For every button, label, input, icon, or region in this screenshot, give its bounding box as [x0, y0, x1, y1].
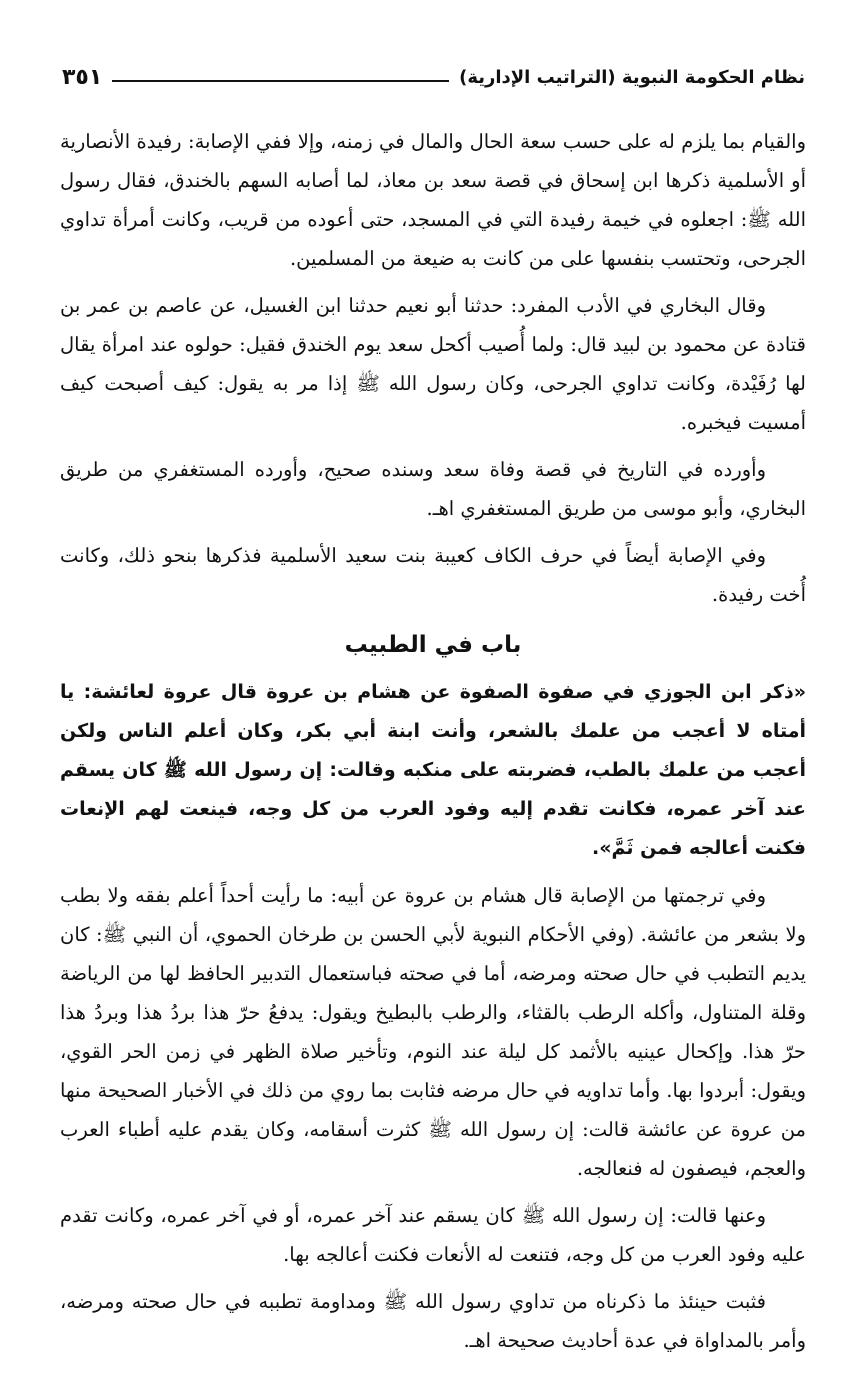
paragraph-1: والقيام بما يلزم له على حسب سعة الحال والمال في زمنه، وإلا ففي الإصابة: رفيدة الأنصارية أو الأسلمية ذكرها ابن إسحاق في قصة سعد بن معاذ، لما أصابه السهم بالخندق، فقال رسول الله ﷺ: اجعلوه في خيمة رفيدة التي في المسجد، حتى أعوده من قريب، وكانت أمرأة تداوي الجرحى، وتحتسب بنفسها على من كانت به ضيعة من المسلمين. [60, 130, 806, 270]
paragraph-3: وأورده في التاريخ في قصة وفاة سعد وسنده صحيح، وأورده المستغفري من طريق البخاري، وأبو موسى من طريق المستغفري اهـ. [60, 458, 806, 520]
header-rule [112, 80, 449, 82]
section-heading: باب في الطبيب [344, 632, 522, 658]
running-title: نظام الحكومة النبوية (التراتيب الإدارية) [459, 67, 805, 88]
paragraph-8: فثبت حينئذ ما ذكرناه من تداوي رسول الله ﷺ ومداومة تطببه في حال صحته ومرضه، وأمر بالمداواة في عدة أحاديث صحيحة اهـ. [60, 1290, 806, 1352]
page-number: ٣٥١ [62, 65, 103, 90]
paragraph-4: وفي الإصابة أيضاً في حرف الكاف كعيبة بنت سعيد الأسلمية فذكرها بنحو ذلك، وكانت أُخت رفيدة. [60, 544, 806, 606]
paragraph-2: وقال البخاري في الأدب المفرد: حدثنا أبو نعيم حدثنا ابن الغسيل، عن عاصم بن عمر بن قتادة عن محمود بن لبيد قال: ولما أُصيب أكحل سعد يوم الخندق فقيل: حولوه عند امرأة يقال لها رُفَيْدة، وكانت تداوي الجرحى، وكان رسول الله ﷺ إذا مر به يقول: كيف أصبحت كيف أمسيت فيخبره. [60, 294, 806, 434]
paragraph-7: وعنها قالت: إن رسول الله ﷺ كان يسقم عند آخر عمره، أو في آخر عمره، وكانت تقدم عليه وفود العرب من كل وجه، فتنعت له الأنعات فكنت أعالجه بها. [60, 1204, 806, 1266]
page-header [62, 52, 805, 92]
paragraph-6: وفي ترجمتها من الإصابة قال هشام بن عروة عن أبيه: ما رأيت أحداً أعلم بفقه ولا بطب ولا بشعر من عائشة. (وفي الأحكام النبوية لأبي الحسن بن طرخان الحموي، أن النبي ﷺ: كان يديم التطبب في حال صحته ومرضه، أما في صحته فباستعمال التدبير الحافظ لها من الرياضة وقلة المتناول، وأكله الرطب بالقثاء، والرطب بالبطيخ ويقول: يدفعُ حرّ هذا بردُ هذا وبردُ هذا حرّ هذا. وإكحال عينيه بالأثمد كل ليلة عند النوم، وتأخير صلاة الظهر في زمن الحر القوي، ويقول: أبردوا بها. وأما تداويه في حال مرضه فثابت بما روي من ذلك في الأخبار الصحيحة منها من عروة عن عائشة قالت: إن رسول الله ﷺ كثرت أسقامه، وكان يقدم عليه أطباء العرب والعجم، فيصفون له فنعالجه. [60, 884, 806, 1180]
quoted-paragraph: «ذكر ابن الجوزي في صفوة الصفوة عن هشام بن عروة قال عروة لعائشة: يا أمتاه لا أعجب من علمك بالشعر، وأنت ابنة أبي بكر، وكان أعلم الناس ولكن أعجب من علمك بالطب، فضربته على منكبه وقالت: إن رسول الله ﷺ كان يسقم عند آخر عمره، فكانت تقدم إليه وفود العرب من كل وجه، فينعت لهم الإنعات فكنت أعالجه فمن ثَمَّ». [60, 681, 806, 859]
body-text [60, 122, 806, 1368]
